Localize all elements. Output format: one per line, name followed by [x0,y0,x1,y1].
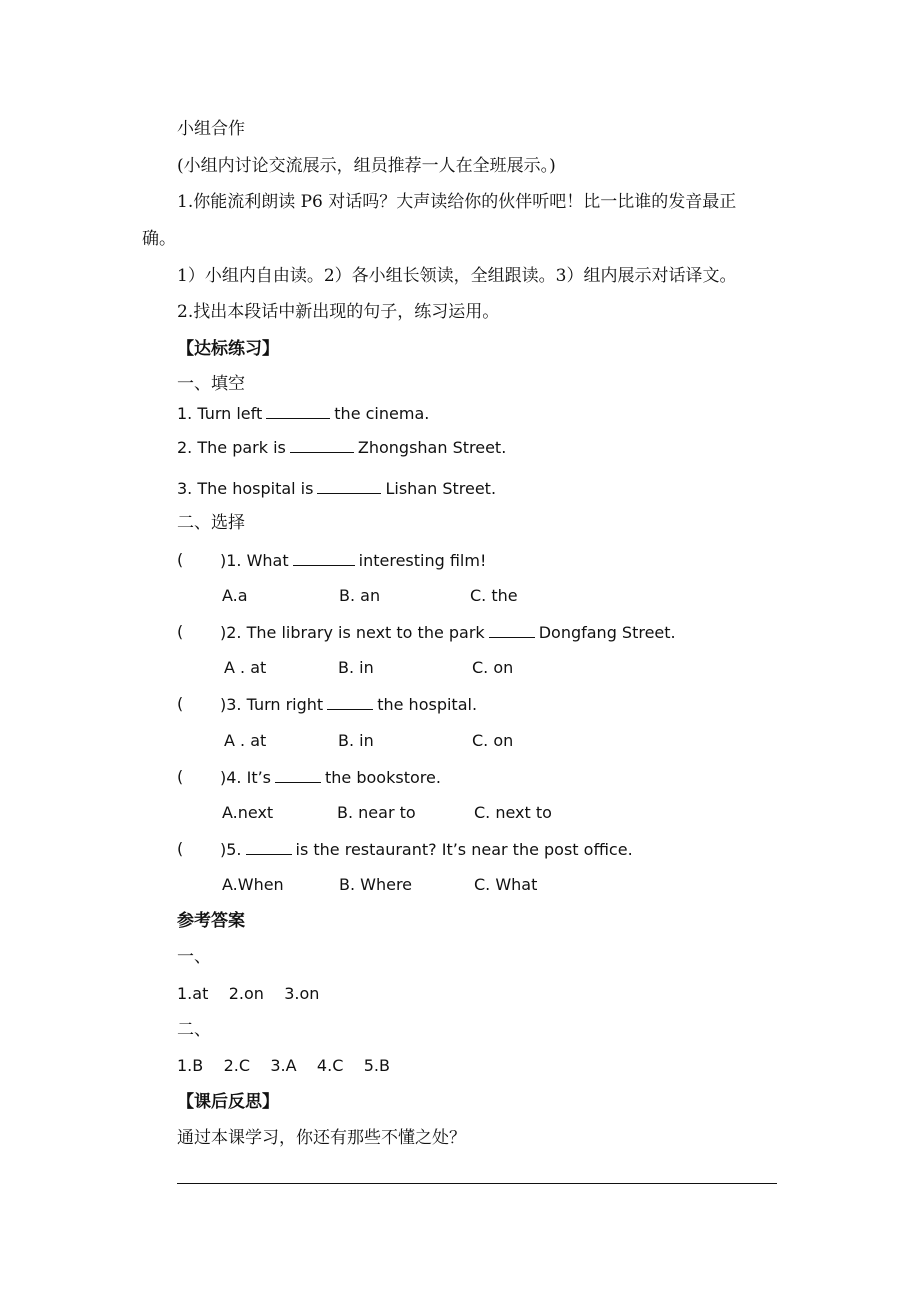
fill-item-pre: 1. Turn left [177,404,263,423]
choice-4-question [220,767,441,788]
answers-part2-label: 二、 [177,1020,211,1040]
task2: 2.找出本段话中新出现的句子，练习运用。 [177,302,500,322]
choice-3-paren: ( [177,694,184,713]
task1-steps: 1）小组内自由读。2）各小组长领读，全组跟读。3）组内展示对话译文。 [177,266,737,286]
question-post: is the restaurant? It’s near the post office. [295,840,633,859]
answer-blank [327,694,373,710]
choice-heading: 二、选择 [177,513,245,533]
question-post: interesting film! [358,551,487,570]
choice-4-option-a: A.next [222,803,274,822]
choice-5-question [220,839,633,860]
choice-2-question [220,622,676,643]
fill-item-post: Lishan Street. [385,479,497,498]
choice-4-option-c: C. next to [474,803,552,822]
choice-4-paren: ( [177,767,184,786]
choice-1-question [220,550,486,571]
choice-3-option-c: C. on [472,731,514,750]
question-pre: )4. It’s [220,768,272,787]
choice-2-paren: ( [177,622,184,641]
answers-part1: 1.at 2.on 3.on [177,984,320,1003]
choice-2-option-c: C. on [472,658,514,677]
question-pre: )5. [220,840,242,859]
answer-blank [266,403,330,419]
fill-item-3 [177,478,496,499]
answer-blank [290,437,354,453]
fill-item-1 [177,403,429,424]
reflection-question: 通过本课学习，你还有那些不懂之处？ [177,1128,466,1148]
question-post: the hospital. [377,695,478,714]
task1-line2: 确。 [142,229,176,249]
choice-1-paren: ( [177,550,184,569]
answers-part1-label: 一、 [177,947,211,967]
choice-1-option-c: C. the [470,586,518,605]
group-note: (小组内讨论交流展示，组员推荐一人在全班展示。) [177,156,556,176]
answer-blank [293,550,355,566]
fill-item-post: the cinema. [334,404,430,423]
choice-2-option-a: A . at [224,658,267,677]
answers-part2: 1.B 2.C 3.A 4.C 5.B [177,1056,390,1075]
fill-item-post: Zhongshan Street. [357,438,507,457]
answer-blank [317,478,381,494]
fill-item-pre: 3. The hospital is [177,479,314,498]
task1-line1: 1.你能流利朗读 P6 对话吗？大声读给你的伙伴听吧！比一比谁的发音最正 [177,192,737,212]
answers-heading: 参考答案 [177,911,245,931]
reflection-heading: 【课后反思】 [177,1092,279,1112]
choice-1-option-a: A.a [222,586,248,605]
choice-5-option-a: A.When [222,875,284,894]
choice-5-paren: ( [177,839,184,858]
answer-blank [489,622,535,638]
question-post: the bookstore. [325,768,441,787]
choice-5-option-c: C. What [474,875,538,894]
fill-heading: 一、填空 [177,374,245,394]
question-post: Dongfang Street. [538,623,676,642]
answer-blank [275,767,321,783]
practice-heading: 【达标练习】 [177,339,279,359]
choice-4-option-b: B. near to [337,803,416,822]
choice-3-option-b: B. in [338,731,374,750]
answer-blank [246,839,292,855]
question-pre: )3. Turn right [220,695,324,714]
question-pre: )1. What [220,551,289,570]
answer-line [177,1183,777,1184]
group-heading: 小组合作 [177,119,245,139]
choice-1-option-b: B. an [339,586,381,605]
choice-2-option-b: B. in [338,658,374,677]
choice-5-option-b: B. Where [339,875,413,894]
choice-3-option-a: A . at [224,731,267,750]
choice-3-question [220,694,477,715]
question-pre: )2. The library is next to the park [220,623,485,642]
fill-item-pre: 2. The park is [177,438,286,457]
fill-item-2 [177,437,506,458]
